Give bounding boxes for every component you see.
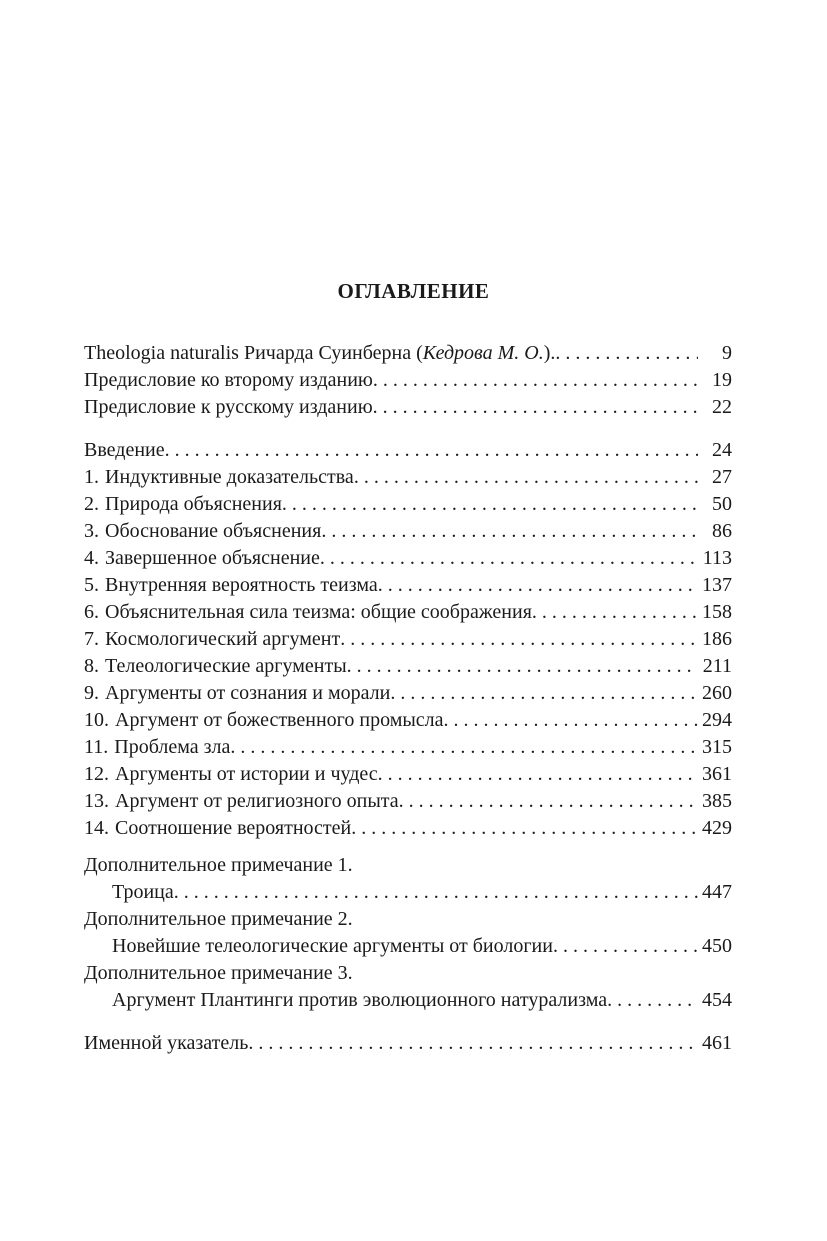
dot-leader xyxy=(399,788,698,815)
toc-entry-text: Внутренняя вероятность теизма xyxy=(105,574,378,596)
toc-page-number: 9 xyxy=(722,342,732,364)
toc-chapter-8[interactable] xyxy=(84,653,732,680)
toc-page-number: 158 xyxy=(702,601,732,623)
dot-leader xyxy=(607,987,698,1014)
chapter-number: 9. xyxy=(84,682,99,704)
toc-entry-text: Аргументы от истории и чудес xyxy=(115,763,378,785)
chapter-number: 2. xyxy=(84,493,99,515)
toc-page-number: 294 xyxy=(702,709,732,731)
toc-page-number: 86 xyxy=(712,520,732,542)
toc-entry-preface-second[interactable] xyxy=(84,367,732,394)
toc-page-number: 461 xyxy=(702,1032,732,1054)
dot-leader xyxy=(390,680,698,707)
toc-chapter-6[interactable] xyxy=(84,599,732,626)
dot-leader xyxy=(354,464,698,491)
toc-chapter-13[interactable] xyxy=(84,788,732,815)
toc-chapter-14[interactable] xyxy=(84,815,732,842)
toc-note-3[interactable] xyxy=(84,987,732,1014)
toc-chapter-12[interactable] xyxy=(84,761,732,788)
dot-leader xyxy=(373,394,698,421)
toc-page-number: 24 xyxy=(712,439,732,461)
toc-entry-text: Аргумент от религиозного опыта xyxy=(115,790,399,812)
toc-entry-author: Кедрова М. О. xyxy=(422,342,544,364)
toc-entry-name-index[interactable] xyxy=(84,1030,732,1057)
chapter-number: 4. xyxy=(84,547,99,569)
toc-chapter-2[interactable] xyxy=(84,491,732,518)
toc-chapter-7[interactable] xyxy=(84,626,732,653)
dot-leader xyxy=(532,599,698,626)
chapter-number: 14. xyxy=(84,817,109,839)
toc-entry-foreword-kedrova[interactable] xyxy=(84,340,732,367)
toc-page-number: 260 xyxy=(702,682,732,704)
dot-leader xyxy=(230,734,698,761)
toc-page-number: 50 xyxy=(712,493,732,515)
chapter-number: 7. xyxy=(84,628,99,650)
toc-page-number: 361 xyxy=(702,763,732,785)
chapter-number: 10. xyxy=(84,709,109,731)
toc-entry-text: Проблема зла xyxy=(114,736,231,758)
toc-page-number: 186 xyxy=(702,628,732,650)
note-heading-1: Дополнительное примечание 1. xyxy=(84,854,353,876)
dot-leader xyxy=(282,491,698,518)
toc-page-number: 429 xyxy=(702,817,732,839)
dot-leader xyxy=(555,340,698,367)
toc-note-2[interactable] xyxy=(84,933,732,960)
toc-page-number: 450 xyxy=(702,935,732,957)
dot-leader xyxy=(378,572,698,599)
toc-page-number: 447 xyxy=(702,881,732,903)
toc-page-number: 211 xyxy=(702,655,732,677)
dot-leader xyxy=(444,707,698,734)
toc-entry-text: Theologia naturalis Ричарда Суинберна ( xyxy=(84,342,423,364)
toc-page-number: 385 xyxy=(702,790,732,812)
toc-entry-text: Объяснительная сила теизма: общие соображения xyxy=(105,601,532,623)
toc-page-number: 454 xyxy=(702,989,732,1011)
toc-page-number: 113 xyxy=(702,547,732,569)
toc-page-number: 315 xyxy=(702,736,732,758)
dot-leader xyxy=(248,1030,698,1057)
toc-entry-preface-russian[interactable] xyxy=(84,394,732,421)
toc-page-number: 27 xyxy=(712,466,732,488)
page-title: ОГЛАВЛЕНИЕ xyxy=(337,279,490,303)
dot-leader xyxy=(165,437,698,464)
toc-entry-text: Аргументы от сознания и морали xyxy=(105,682,391,704)
toc-chapter-11[interactable] xyxy=(84,734,732,761)
chapter-number: 6. xyxy=(84,601,99,623)
toc-entry-text-end: ). xyxy=(543,342,556,364)
dot-leader xyxy=(347,653,698,680)
toc-page-number: 19 xyxy=(712,369,732,391)
chapter-number: 3. xyxy=(84,520,99,542)
toc-chapter-5[interactable] xyxy=(84,572,732,599)
dot-leader xyxy=(340,626,698,653)
toc-entry-text: Космологический аргумент xyxy=(105,628,341,650)
toc-entry-text: Введение xyxy=(84,439,165,461)
toc-chapter-9[interactable] xyxy=(84,680,732,707)
toc-entry-text: Новейшие телеологические аргументы от биологии xyxy=(112,935,553,957)
toc-page-number: 137 xyxy=(702,574,732,596)
toc-entry-text: Телеологические аргументы xyxy=(105,655,347,677)
toc-chapter-3[interactable] xyxy=(84,518,732,545)
toc-entry-text: Аргумент от божественного промысла xyxy=(115,709,444,731)
toc-note-1[interactable] xyxy=(84,879,732,906)
dot-leader xyxy=(320,545,698,572)
toc-entry-text: Троица xyxy=(112,881,174,903)
dot-leader xyxy=(351,815,698,842)
toc-page-number: 22 xyxy=(712,396,732,418)
chapter-number: 5. xyxy=(84,574,99,596)
toc-chapter-1[interactable] xyxy=(84,464,732,491)
chapter-number: 11. xyxy=(84,736,109,758)
dot-leader xyxy=(553,933,698,960)
toc-entry-text: Обоснование объяснения xyxy=(105,520,322,542)
note-heading-2: Дополнительное примечание 2. xyxy=(84,908,353,930)
chapter-number: 12. xyxy=(84,763,109,785)
chapter-number: 8. xyxy=(84,655,99,677)
chapter-number: 13. xyxy=(84,790,109,812)
dot-leader xyxy=(378,761,698,788)
toc-entry-text: Соотношение вероятностей xyxy=(115,817,352,839)
toc-entry-text: Завершенное объяснение xyxy=(105,547,320,569)
chapter-number: 1. xyxy=(84,466,99,488)
toc-chapter-10[interactable] xyxy=(84,707,732,734)
toc-entry-text: Предисловие к русскому изданию xyxy=(84,396,373,418)
toc-entry-text: Аргумент Плантинги против эволюционного натурализма xyxy=(112,989,608,1011)
note-heading-3: Дополнительное примечание 3. xyxy=(84,962,353,984)
dot-leader xyxy=(174,879,698,906)
toc-chapter-4[interactable] xyxy=(84,545,732,572)
table-of-contents xyxy=(84,340,732,1057)
dot-leader xyxy=(373,367,698,394)
dot-leader xyxy=(321,518,698,545)
toc-entry-text: Индуктивные доказательства xyxy=(105,466,354,488)
toc-entry-text: Предисловие ко второму изданию xyxy=(84,369,373,391)
toc-entry-introduction[interactable] xyxy=(84,437,732,464)
toc-entry-text: Именной указатель xyxy=(84,1032,249,1054)
toc-entry-text: Природа объяснения xyxy=(105,493,282,515)
